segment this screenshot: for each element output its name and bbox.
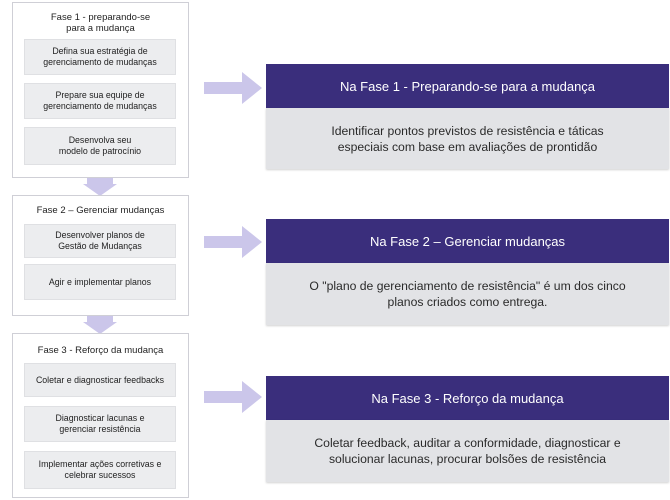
step-line: Gestão de Mudanças [58, 241, 142, 251]
phase-3-title: Fase 3 - Reforço da mudança [37, 345, 164, 356]
step-line: gerenciar resistência [59, 424, 141, 434]
card-body-line: O "plano de gerenciamento de resistência" é um dos cinco [309, 279, 626, 293]
step-line: Desenvolva seu [68, 135, 132, 145]
phase-3-card-body [266, 420, 669, 482]
down-arrow-1 [83, 178, 117, 196]
step-line: Coletar e diagnosticar feedbacks [35, 374, 165, 385]
phase-3-box [12, 333, 189, 498]
right-arrow-2 [204, 226, 262, 258]
phase-1-title-line2: para a mudança [66, 23, 135, 34]
phase-1-card-body [266, 108, 669, 169]
card-body-line: Coletar feedback, auditar a conformidade, diagnosticar e [314, 436, 621, 450]
step-line: Prepare sua equipe de [55, 90, 145, 100]
phase-1-title [13, 12, 188, 34]
down-arrow-2 [83, 316, 117, 334]
step-line: Desenvolver planos de [55, 230, 145, 240]
phase-1-step-2 [24, 83, 176, 119]
card-body-line: Identificar pontos previstos de resistência e táticas [331, 123, 604, 138]
phase-3-step-2 [24, 406, 176, 442]
phase-1-step-1 [24, 39, 176, 75]
phase-1-card-title: Na Fase 1 - Preparando-se para a mudança [266, 64, 669, 108]
phase-3-card-title: Na Fase 3 - Reforço da mudança [266, 376, 669, 420]
step-line: gerenciamento de mudanças [43, 57, 157, 67]
step-line: Agir e implementar planos [48, 276, 152, 287]
phase-1-box [12, 2, 189, 178]
phase-1-step-3 [24, 127, 176, 165]
phase-3-step-1 [24, 363, 176, 397]
right-arrow-3 [204, 381, 262, 413]
phase-2-card-body [266, 263, 669, 325]
step-line: celebrar sucessos [64, 470, 136, 480]
card-body-line: especiais com base em avaliações de prontidão [337, 139, 598, 154]
right-arrow-1 [204, 72, 262, 104]
card-body-line: planos criados como entrega. [387, 295, 548, 309]
phase-2-box [12, 195, 189, 316]
phase-2-step-2 [24, 264, 176, 300]
step-line: Implementar ações corretivas e [38, 459, 162, 469]
phase-2-step-1 [24, 224, 176, 258]
step-line: gerenciamento de mudanças [43, 101, 157, 111]
step-line: Defina sua estratégia de [52, 46, 148, 56]
phase-1-title-line1: Fase 1 - preparando-se [50, 12, 151, 23]
phase-2-card-title: Na Fase 2 – Gerenciar mudanças [266, 219, 669, 263]
step-line: Diagnosticar lacunas e [55, 413, 145, 423]
phase-2-title: Fase 2 – Gerenciar mudanças [36, 205, 165, 216]
phase-3-step-3 [24, 451, 176, 489]
step-line: modelo de patrocínio [58, 146, 142, 156]
card-body-line: solucionar lacunas, procurar bolsões de resistência [328, 452, 607, 466]
